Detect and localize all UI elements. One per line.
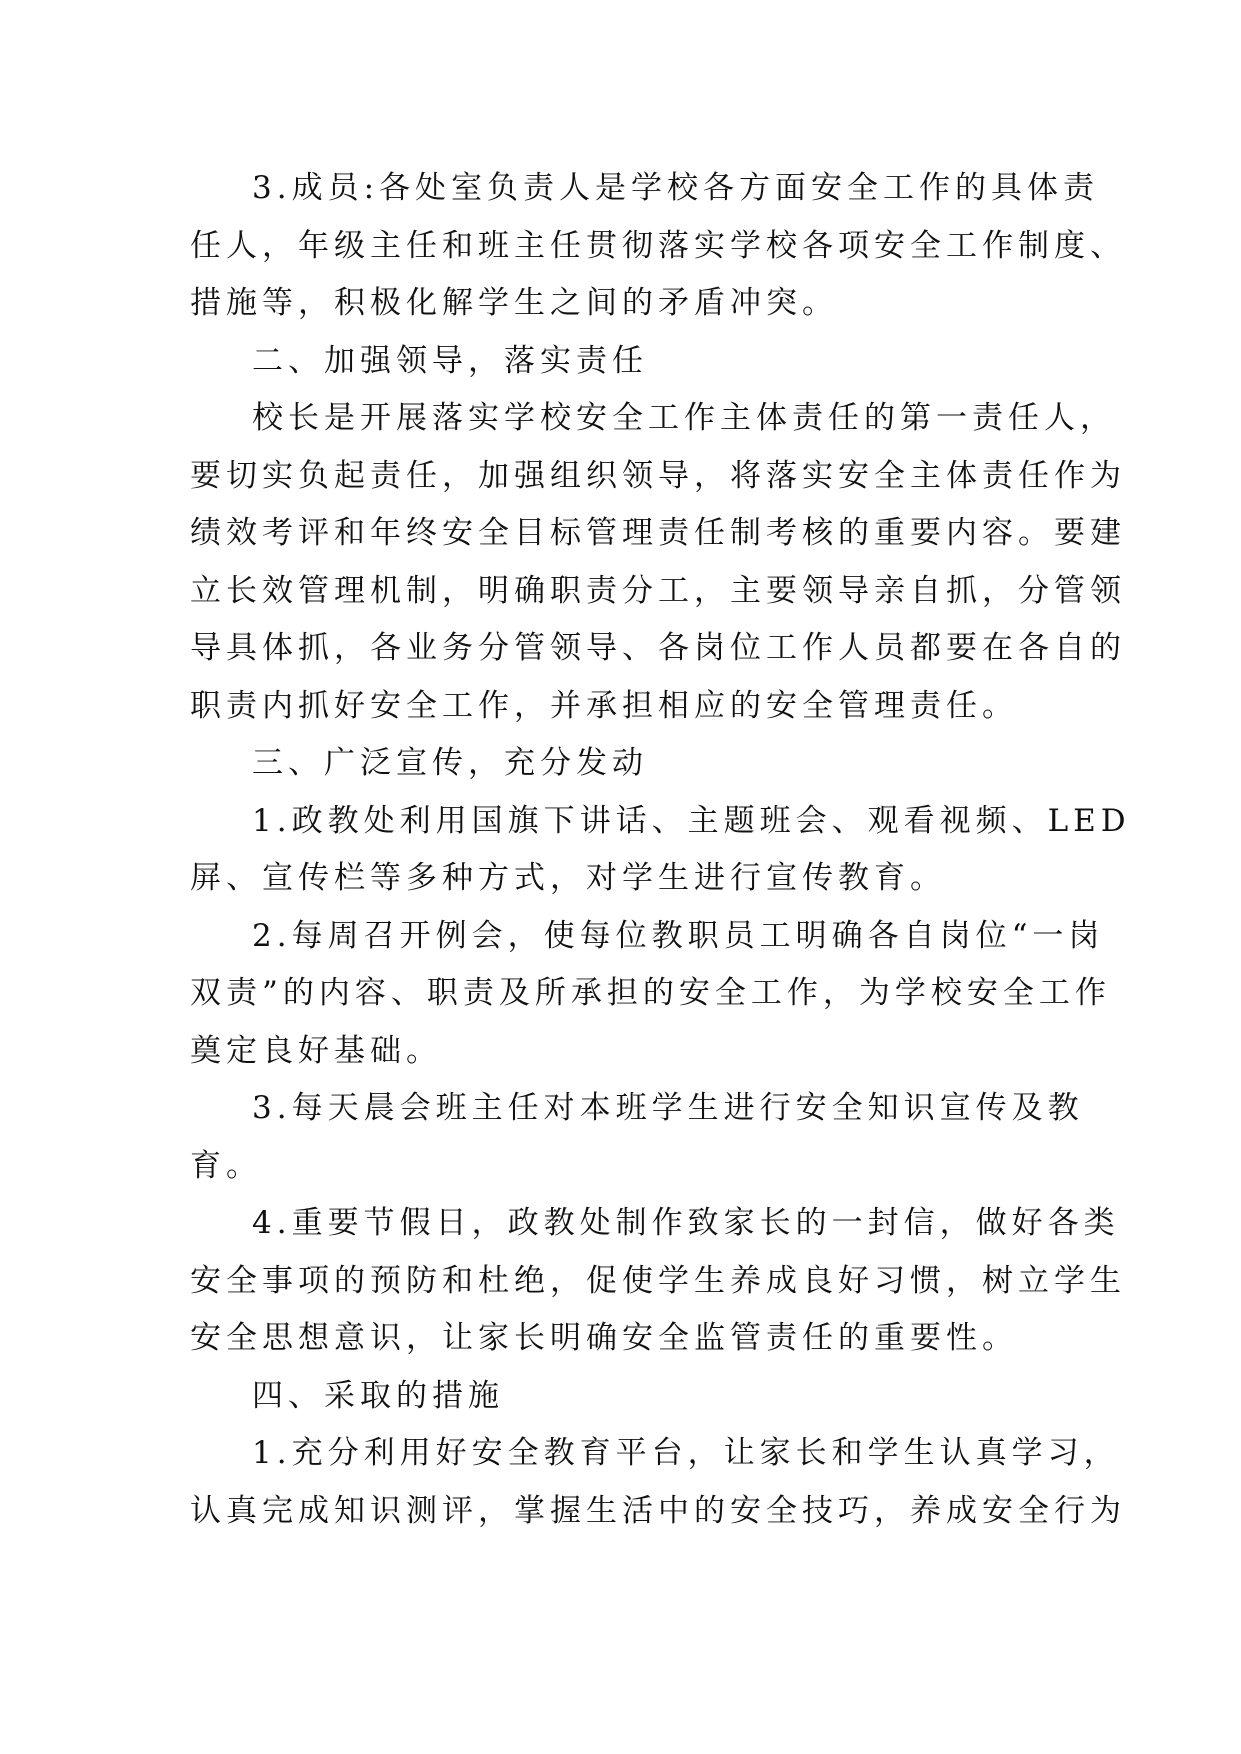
paragraph-line: 育。 [190,1147,262,1184]
paragraph-line: 绩效考评和年终安全目标管理责任制考核的重要内容。要建 [190,515,1126,551]
section-heading: 二、加强领导，落实责任 [252,342,648,379]
section-heading: 三、广泛宣传，充分发动 [252,745,648,781]
paragraph-line: 安全思想意识，让家长明确安全监管责任的重要性。 [190,1320,1018,1356]
paragraph-line: 3.成员:各处室负责人是学校各方面安全工作的具体责 [252,170,1100,206]
paragraph-line: 职责内抓好安全工作，并承担相应的安全管理责任。 [190,687,1018,724]
paragraph-line: 3.每天晨会班主任对本班学生进行安全知识宣传及教 [252,1090,1084,1126]
document-body [190,160,1131,1540]
paragraph-line: 4.重要节假日，政教处制作致家长的一封信，做好各类 [252,1205,1120,1241]
paragraph-line: 任人，年级主任和班主任贯彻落实学校各项安全工作制度、 [190,227,1126,264]
paragraph-line: 屏、宣传栏等多种方式，对学生进行宣传教育。 [190,860,946,896]
paragraph-line: 措施等，积极化解学生之间的矛盾冲突。 [190,285,838,321]
paragraph-line: 奠定良好基础。 [190,1032,442,1069]
paragraph-line: 认真完成知识测评，掌握生活中的安全技巧，养成安全行为 [190,1492,1126,1529]
paragraph-line: 导具体抓，各业务分管领导、各岗位工作人员都要在各自的 [190,630,1126,666]
paragraph-line: 立长效管理机制，明确职责分工，主要领导亲自抓，分管领 [190,572,1126,609]
paragraph-line: 要切实负起责任，加强组织领导，将落实安全主体责任作为 [190,457,1126,494]
paragraph-line: 1.充分利用好安全教育平台，让家长和学生认真学习， [252,1435,1120,1471]
paragraph-line: 安全事项的预防和杜绝，促使学生养成良好习惯，树立学生 [190,1262,1126,1299]
paragraph-line: 校长是开展落实学校安全工作主体责任的第一责任人， [252,400,1116,436]
section-heading: 四、采取的措施 [252,1377,504,1414]
paragraph-line: 2.每周召开例会，使每位教职员工明确各自岗位“一岗 [252,917,1105,954]
paragraph-line: 1.政教处利用国旗下讲话、主题班会、观看视频、LED [252,802,1131,839]
paragraph-line: 双责”的内容、职责及所承担的安全工作，为学校安全工作 [190,975,1111,1011]
